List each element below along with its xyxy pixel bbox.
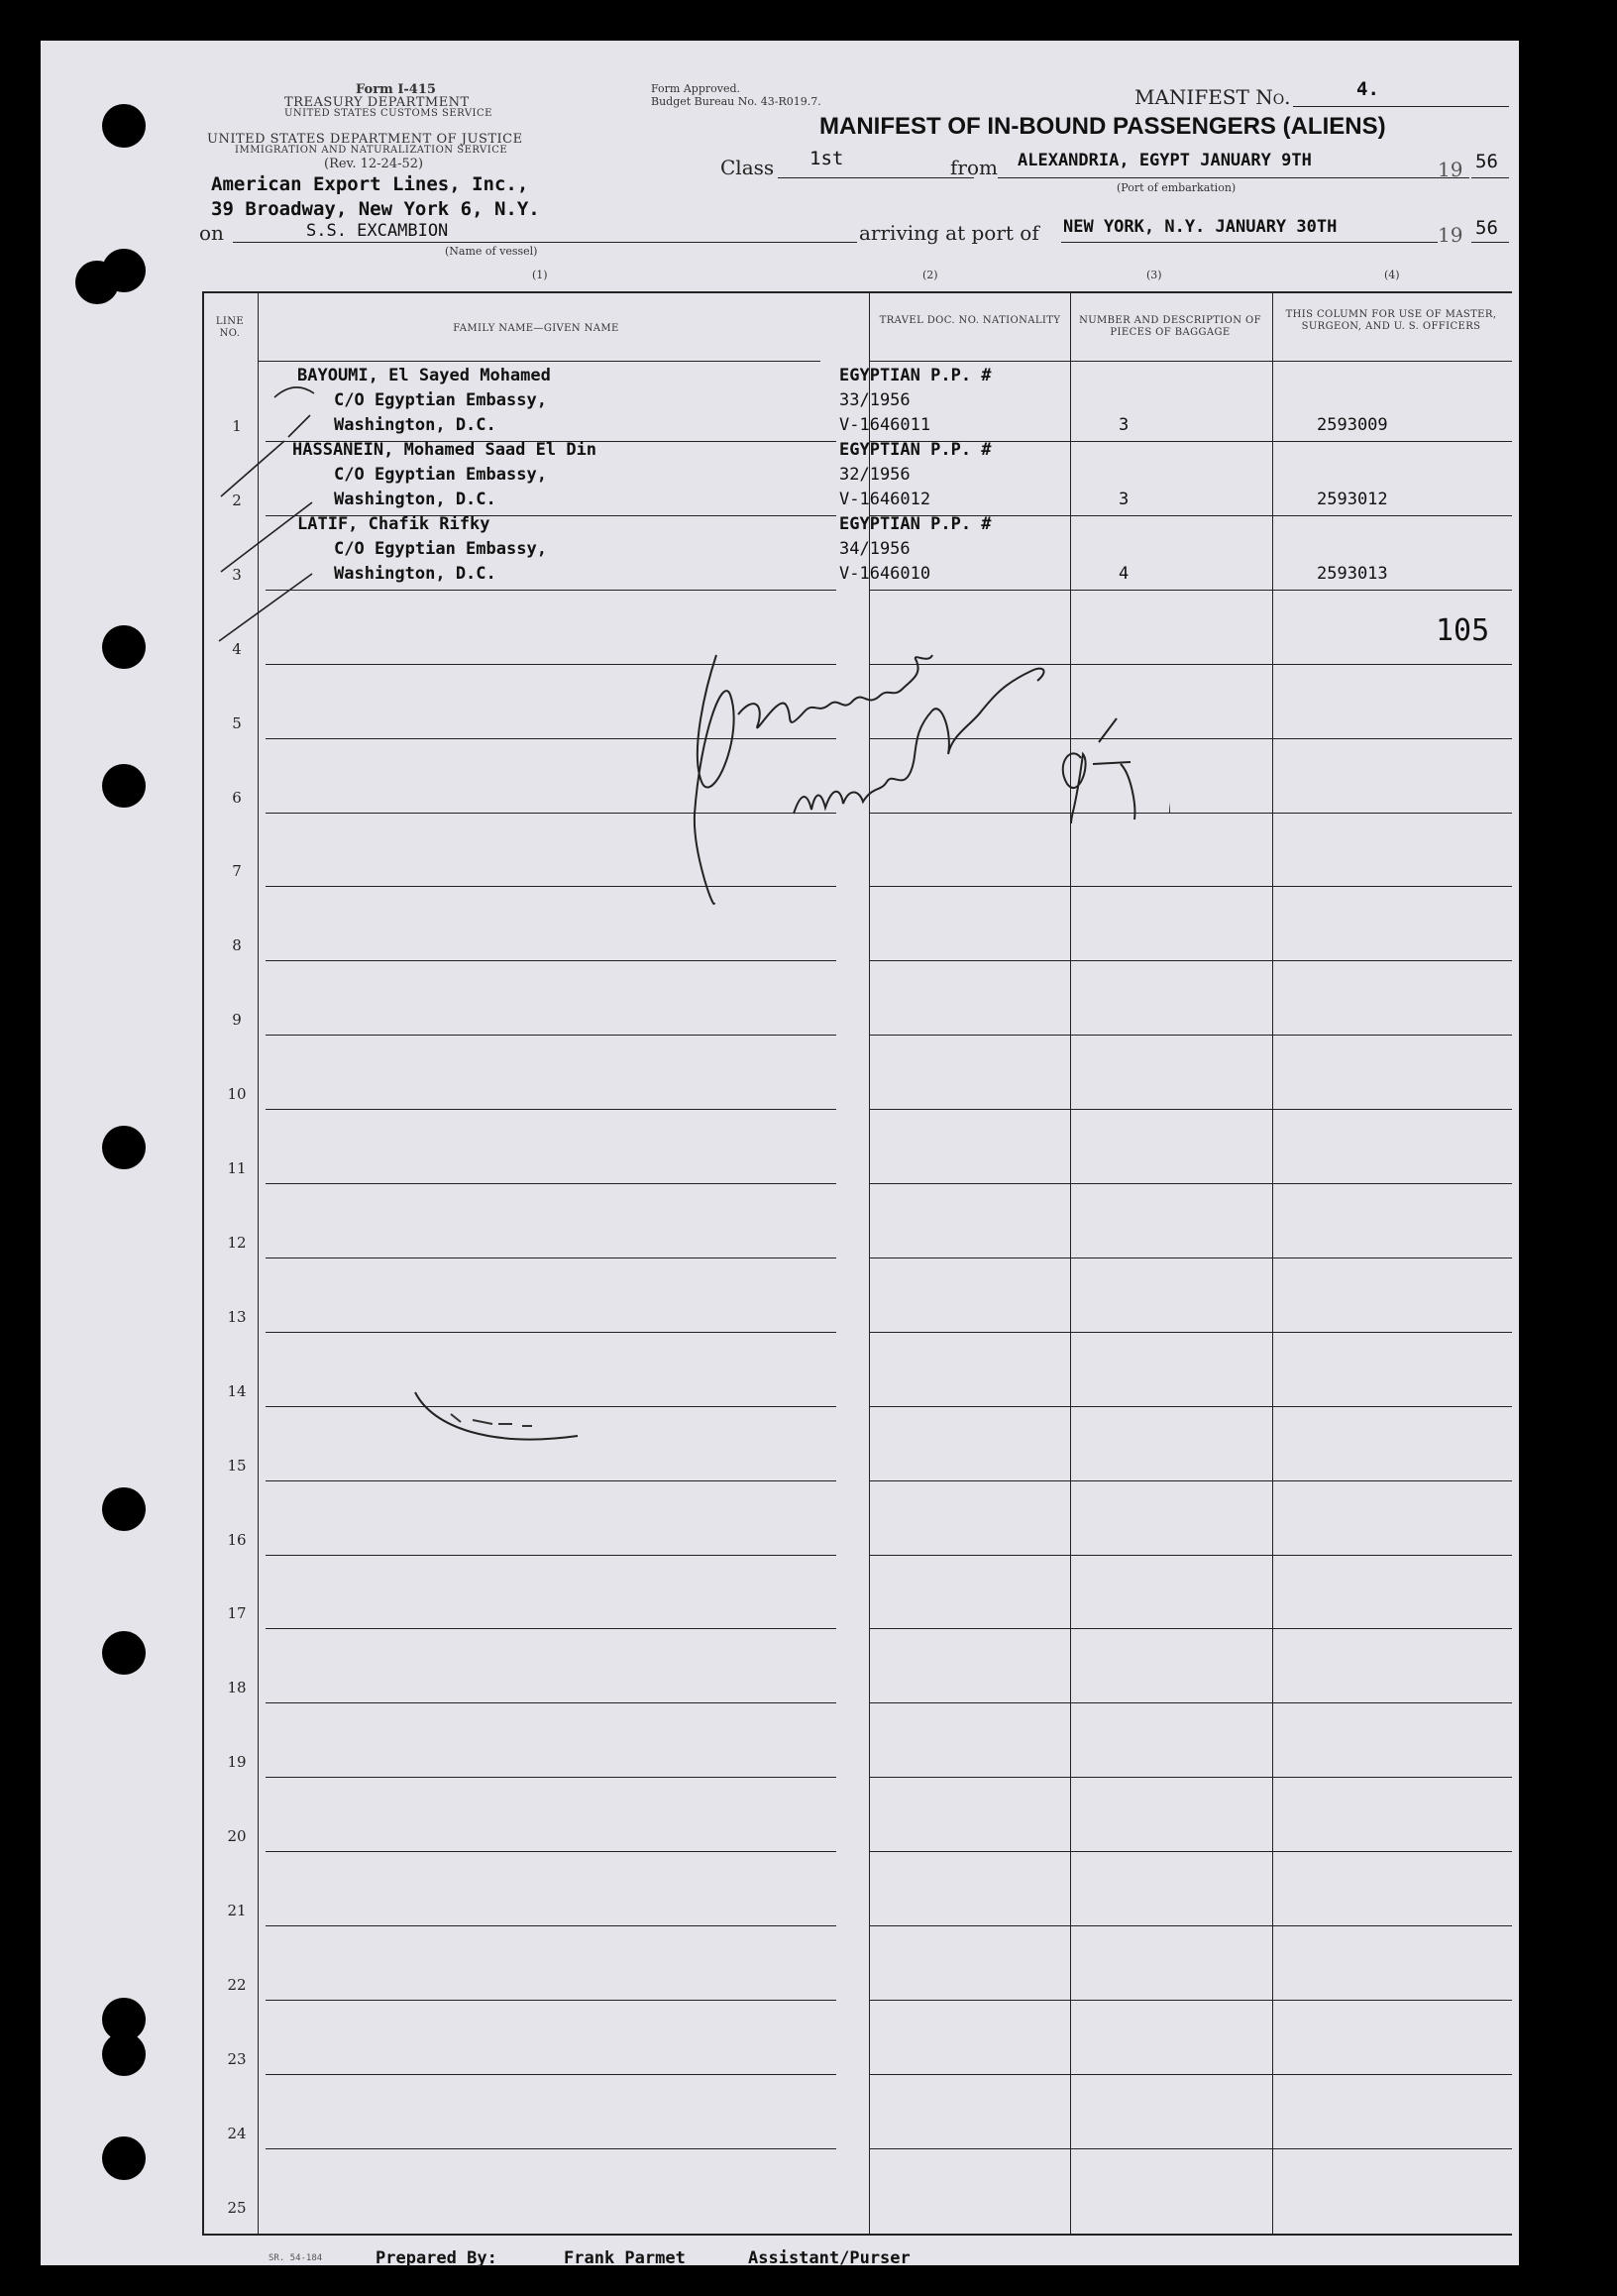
footer-code: SR. 54-184: [269, 2253, 323, 2263]
passenger-city: Washington, D.C.: [334, 415, 496, 435]
justice-dept: UNITED STATES DEPARTMENT OF JUSTICE: [207, 132, 523, 147]
row-rule: [266, 1332, 836, 1333]
passenger-baggage: 3: [1119, 415, 1130, 435]
row-rule: [869, 1109, 1070, 1110]
col-num-2: (2): [922, 269, 938, 281]
row-rule: [869, 1183, 1070, 1184]
passenger-officer-no: 2593009: [1317, 415, 1388, 435]
row-rule: [869, 1332, 1070, 1333]
line-number: 16: [227, 1531, 247, 1549]
passenger-doc: EGYPTIAN P.P. #: [839, 440, 992, 460]
row-rule: [1272, 1257, 1512, 1258]
year-prefix-2: 19: [1438, 223, 1463, 247]
class-value: 1st: [809, 148, 844, 169]
line-number: 22: [227, 1976, 247, 1994]
line-number: 3: [232, 566, 242, 584]
passenger-visa: V-1646011: [839, 415, 931, 435]
year-prefix-1: 19: [1438, 158, 1463, 181]
row-rule: [869, 960, 1070, 961]
row-rule: [869, 1702, 1070, 1703]
row-rule: [869, 1628, 1070, 1629]
row-rule: [1070, 441, 1272, 442]
row-rule: [1272, 590, 1512, 591]
arrival-port-date: NEW YORK, N.Y. JANUARY 30TH: [1063, 217, 1338, 237]
row-rule: [1272, 1702, 1512, 1703]
passenger-doc-no: 33/1956: [839, 390, 911, 410]
row-rule: [266, 1257, 836, 1258]
year-1: 56: [1475, 151, 1498, 172]
passenger-doc-no: 32/1956: [839, 465, 911, 485]
row-rule: [1272, 1851, 1512, 1852]
punch-hole: [102, 1487, 146, 1531]
row-rule: [1070, 1555, 1272, 1556]
passenger-officer-no: 2593012: [1317, 490, 1388, 509]
vessel-note: (Name of vessel): [445, 245, 538, 258]
from-value: ALEXANDRIA, EGYPT JANUARY 9TH: [1018, 151, 1312, 170]
row-rule: [1272, 2148, 1512, 2149]
row-rule: [266, 2074, 836, 2075]
row-rule: [1070, 1925, 1272, 1926]
row-rule: [1272, 1109, 1512, 1110]
row-rule: [1272, 813, 1512, 814]
passenger-visa: V-1646012: [839, 490, 931, 509]
company-address: 39 Broadway, New York 6, N.Y.: [211, 198, 540, 220]
row-rule: [266, 1480, 836, 1481]
preparer-name: Frank Parmet: [564, 2248, 686, 2268]
preparer-role: Assistant/Purser: [748, 2248, 911, 2268]
class-label: Class: [720, 156, 775, 179]
row-rule: [1070, 1406, 1272, 1407]
row-rule: [1070, 1109, 1272, 1110]
vessel-name: S.S. EXCAMBION: [306, 221, 449, 241]
row-rule: [266, 1925, 836, 1926]
passenger-name: HASSANEIN, Mohamed Saad El Din: [292, 440, 597, 460]
passenger-address: C/O Egyptian Embassy,: [334, 390, 547, 410]
row-rule: [869, 590, 1070, 591]
row-rule: [869, 2074, 1070, 2075]
row-rule: [1070, 1777, 1272, 1778]
row-rule: [266, 590, 836, 591]
row-rule: [1272, 1628, 1512, 1629]
line-number: 11: [227, 1159, 247, 1177]
row-rule: [1272, 2000, 1512, 2001]
row-rule: [266, 1851, 836, 1852]
line-number: 23: [227, 2050, 247, 2068]
line-number: 4: [232, 640, 242, 658]
row-rule: [1070, 1851, 1272, 1852]
passenger-doc: EGYPTIAN P.P. #: [839, 514, 992, 534]
row-rule: [1272, 960, 1512, 961]
row-rule: [869, 2148, 1070, 2149]
row-rule: [1272, 1925, 1512, 1926]
row-rule: [1070, 2148, 1272, 2149]
on-label: on: [199, 221, 224, 245]
passenger-baggage: 3: [1119, 490, 1130, 509]
passenger-name: LATIF, Chafik Rifky: [297, 514, 490, 534]
row-rule: [266, 1628, 836, 1629]
line-number: 8: [232, 936, 242, 954]
passenger-city: Washington, D.C.: [334, 490, 496, 509]
port-note: (Port of embarkation): [1117, 181, 1237, 194]
company-name: American Export Lines, Inc.,: [211, 173, 529, 195]
row-rule: [1070, 1480, 1272, 1481]
passenger-officer-no: 2593013: [1317, 564, 1388, 584]
row-rule: [1070, 1035, 1272, 1036]
header-baggage: NUMBER AND DESCRIPTION OF PIECES OF BAGGAGE: [1079, 315, 1261, 338]
row-rule: [1070, 1332, 1272, 1333]
revision: (Rev. 12-24-52): [324, 157, 424, 171]
header-line-no: LINE NO.: [215, 316, 245, 339]
col-num-1: (1): [532, 269, 548, 281]
row-rule: [869, 1777, 1070, 1778]
passenger-baggage: 4: [1119, 564, 1130, 584]
punch-hole: [102, 1631, 146, 1675]
budget-bureau: Budget Bureau No. 43-R019.7.: [651, 95, 821, 108]
line-number: 17: [227, 1604, 247, 1622]
manifest-sheet: [41, 41, 1519, 2268]
row-rule: [266, 1555, 836, 1556]
line-number: 15: [227, 1457, 247, 1475]
line-number: 7: [232, 862, 242, 880]
line-number: 6: [232, 789, 242, 807]
row-rule: [266, 1702, 836, 1703]
row-rule: [1272, 1555, 1512, 1556]
punch-hole: [75, 261, 119, 304]
customs-service: UNITED STATES CUSTOMS SERVICE: [284, 108, 492, 119]
line-number: 19: [227, 1753, 247, 1771]
row-rule: [266, 1109, 836, 1110]
row-rule: [869, 1555, 1070, 1556]
row-rule: [1272, 1480, 1512, 1481]
line-number: 10: [227, 1085, 247, 1103]
row-rule: [1272, 1406, 1512, 1407]
col-num-4: (4): [1384, 269, 1400, 281]
header-officers: THIS COLUMN FOR USE OF MASTER, SURGEON, AND U. S. OFFICERS: [1285, 309, 1497, 332]
treasury-dept: TREASURY DEPARTMENT: [284, 95, 470, 110]
punch-hole: [102, 625, 146, 669]
manifest-label: MANIFEST No.: [1134, 85, 1291, 109]
passenger-city: Washington, D.C.: [334, 564, 496, 584]
row-rule: [869, 1035, 1070, 1036]
row-rule: [1272, 1035, 1512, 1036]
punch-hole: [102, 2032, 146, 2076]
line-number: 18: [227, 1679, 247, 1696]
punch-hole: [102, 1126, 146, 1169]
passenger-address: C/O Egyptian Embassy,: [334, 539, 547, 559]
line-number: 25: [227, 2199, 247, 2217]
line-number: 13: [227, 1308, 247, 1326]
row-rule: [1070, 1628, 1272, 1629]
row-rule: [1272, 441, 1512, 442]
line-number: 12: [227, 1234, 247, 1252]
check-marks: [215, 338, 334, 655]
col-num-3: (3): [1146, 269, 1162, 281]
row-rule: [266, 1035, 836, 1036]
row-rule: [1070, 2000, 1272, 2001]
row-rule: [1272, 515, 1512, 516]
header-travel-doc: TRAVEL DOC. NO. NATIONALITY: [879, 315, 1061, 326]
ins-label: IMMIGRATION AND NATURALIZATION SERVICE: [235, 145, 508, 156]
row-rule: [869, 2000, 1070, 2001]
line-number: 20: [227, 1827, 247, 1845]
line-number: 24: [227, 2125, 247, 2142]
line-number: 1: [232, 417, 242, 435]
from-label: from: [950, 156, 998, 179]
row-rule: [1272, 738, 1512, 739]
line-number: 9: [232, 1011, 242, 1029]
row-rule: [869, 1257, 1070, 1258]
row-rule: [1272, 1183, 1512, 1184]
form-number: Form I-415: [356, 82, 436, 97]
row-rule: [1272, 886, 1512, 887]
stamp-number: 105: [1436, 613, 1490, 648]
header-name: FAMILY NAME—GIVEN NAME: [453, 323, 619, 334]
arriving-label: arriving at port of: [859, 221, 1039, 245]
row-rule: [1272, 2074, 1512, 2075]
row-rule: [266, 960, 836, 961]
row-rule: [1070, 960, 1272, 961]
row-rule: [266, 1183, 836, 1184]
row-rule: [1070, 2074, 1272, 2075]
row-rule: [1070, 1183, 1272, 1184]
punch-hole: [102, 764, 146, 808]
stamp-mark: [403, 1378, 582, 1458]
prepared-label: Prepared By:: [376, 2248, 497, 2268]
row-rule: [869, 1925, 1070, 1926]
row-rule: [1272, 1777, 1512, 1778]
passenger-doc: EGYPTIAN P.P. #: [839, 366, 992, 385]
row-rule: [266, 2148, 836, 2149]
punch-hole: [102, 2136, 146, 2180]
passenger-name: BAYOUMI, El Sayed Mohamed: [297, 366, 551, 385]
passenger-visa: V-1646010: [839, 564, 931, 584]
line-number: 5: [232, 714, 242, 732]
row-rule: [869, 1406, 1070, 1407]
page-title: MANIFEST OF IN-BOUND PASSENGERS (ALIENS): [819, 113, 1386, 140]
line-number: 21: [227, 1902, 247, 1919]
row-rule: [869, 1851, 1070, 1852]
row-rule: [1272, 1332, 1512, 1333]
row-rule: [266, 2000, 836, 2001]
row-rule: [1070, 1702, 1272, 1703]
row-rule: [869, 1480, 1070, 1481]
inspector-signature: [655, 615, 1170, 913]
passenger-address: C/O Egyptian Embassy,: [334, 465, 547, 485]
row-rule: [266, 1777, 836, 1778]
row-rule: [1070, 515, 1272, 516]
passenger-doc-no: 34/1956: [839, 539, 911, 559]
line-number: 14: [227, 1382, 247, 1400]
punch-hole: [102, 104, 146, 148]
line-number: 2: [232, 492, 242, 509]
manifest-number: 4.: [1356, 78, 1379, 100]
year-2: 56: [1475, 217, 1498, 239]
row-rule: [1070, 1257, 1272, 1258]
form-approved: Form Approved.: [651, 82, 741, 95]
row-rule: [1070, 590, 1272, 591]
row-rule: [1272, 664, 1512, 665]
